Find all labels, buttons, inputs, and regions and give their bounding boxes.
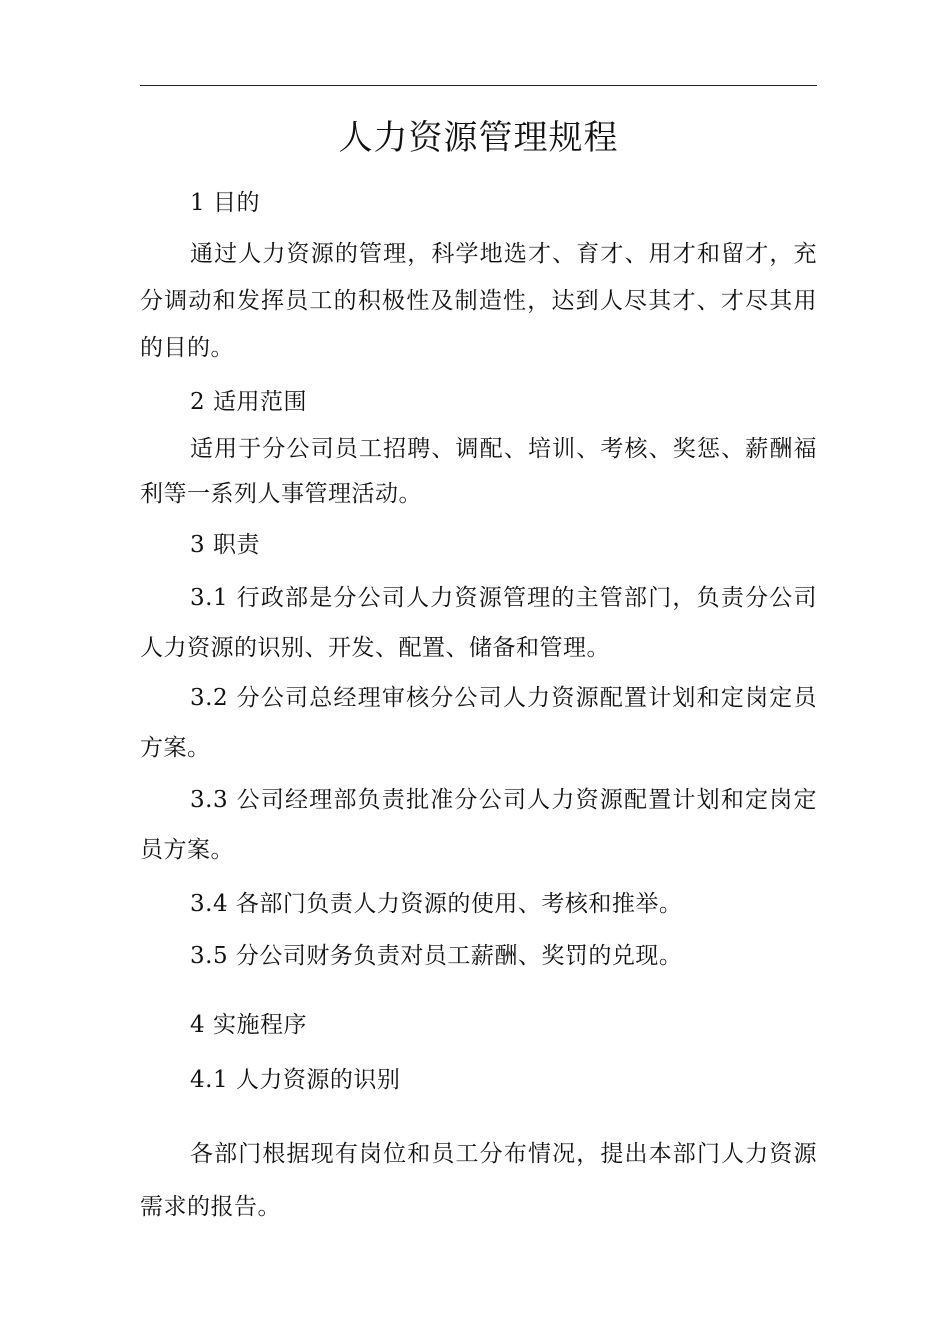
header-rule <box>140 85 817 86</box>
section-3-1: 3.1 行政部是分公司人力资源管理的主管部门，负责分公司人力资源的识别、开发、配置、储备和管理。 <box>140 585 817 661</box>
section-3-3: 3.3 公司经理部负责批准分公司人力资源配置计划和定岗定员方案。 <box>140 787 817 863</box>
section-1-text: 通过人力资源的管理，科学地选才、育才、用才和留才，充分调动和发挥员工的积极性及制造性，达到人尽其才、才尽其用的目的。 <box>140 241 817 361</box>
section-4-heading: 4 实施程序 <box>190 1012 307 1038</box>
section-4-1-heading: 4.1 人力资源的识别 <box>190 1067 401 1093</box>
section-4-1-text: 各部门根据现有岗位和员工分布情况，提出本部门人力资源需求的报告。 <box>140 1141 817 1220</box>
document-title: 人力资源管理规程 <box>338 118 619 158</box>
section-2-text: 适用于分公司员工招聘、调配、培训、考核、奖惩、薪酬福利等一系列人事管理活动。 <box>140 436 817 507</box>
section-2-heading: 2 适用范围 <box>190 389 307 415</box>
section-3-5: 3.5 分公司财务负责对员工薪酬、奖罚的兑现。 <box>190 943 683 969</box>
section-3-2: 3.2 分公司总经理审核分公司人力资源配置计划和定岗定员方案。 <box>140 685 817 761</box>
section-3-4: 3.4 各部门负责人力资源的使用、考核和推举。 <box>190 891 683 917</box>
section-3-heading: 3 职责 <box>190 532 260 558</box>
section-1-heading: 1 目的 <box>190 190 260 216</box>
